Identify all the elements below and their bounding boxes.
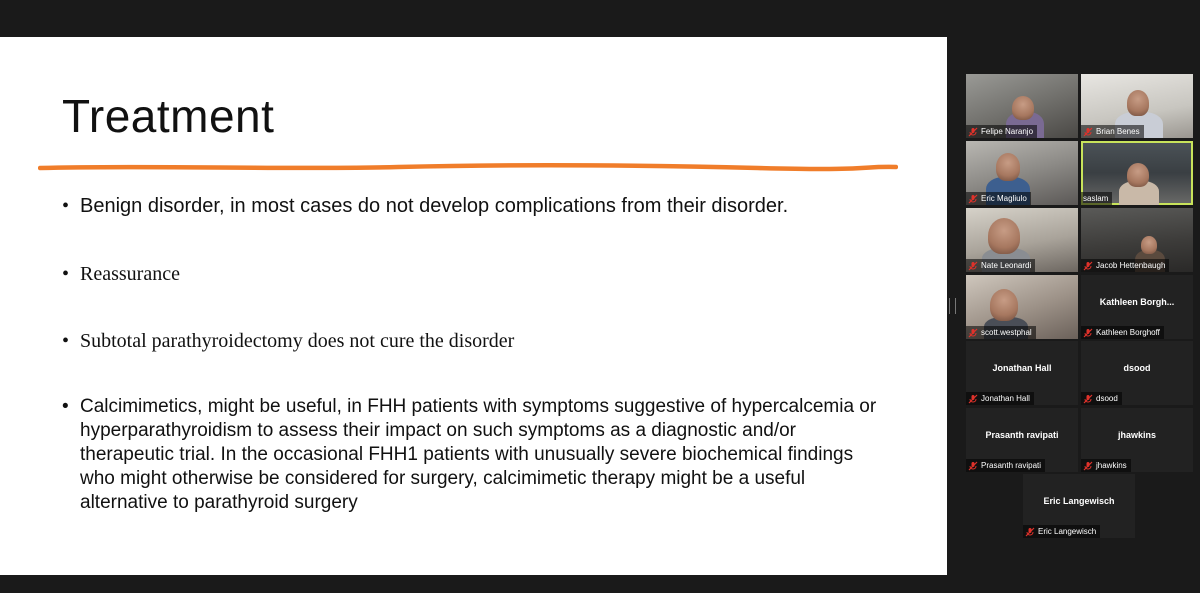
participant-name-label: Kathleen Borghoff — [1081, 326, 1164, 339]
participant-name-label: Felipe Naranjo — [966, 125, 1037, 138]
bullet-dot-icon: • — [62, 330, 70, 352]
bullet-item — [62, 194, 907, 218]
video-feed — [996, 153, 1020, 181]
participant-tile[interactable] — [1081, 408, 1193, 472]
mic-off-icon — [1083, 261, 1093, 271]
mic-off-icon — [1083, 328, 1093, 338]
participant-tile[interactable] — [966, 74, 1078, 138]
mic-off-icon — [1083, 127, 1093, 137]
bullet-dot-icon: • — [62, 195, 70, 217]
participant-tile[interactable] — [1081, 208, 1193, 272]
bullet-text: Benign disorder, in most cases do not develop complications from their disorder. — [80, 195, 789, 217]
participant-tile[interactable] — [966, 341, 1078, 405]
participant-name-label: Eric Langewisch — [1023, 525, 1100, 538]
shared-slide — [0, 37, 947, 575]
participant-name-label: Jacob Hettenbaugh — [1081, 259, 1169, 272]
participant-tile[interactable] — [966, 275, 1078, 339]
participant-name-label: jhawkins — [1081, 459, 1131, 472]
participant-name-label: dsood — [1081, 392, 1122, 405]
participant-name-label: saslam — [1081, 192, 1112, 205]
mic-off-icon — [1083, 461, 1093, 471]
participant-name-label: Prasanth ravipati — [966, 459, 1045, 472]
bullet-text: Subtotal parathyroidectomy does not cure the disorder — [80, 330, 515, 352]
mic-off-icon — [968, 194, 978, 204]
participant-name-label: Jonathan Hall — [966, 392, 1034, 405]
video-feed — [1127, 90, 1149, 116]
video-feed — [1127, 163, 1149, 187]
title-underline — [38, 161, 898, 173]
resize-handle-icon[interactable] — [949, 298, 956, 314]
participant-display-name: dsood — [1123, 363, 1151, 373]
participant-display-name: Eric Langewisch — [1043, 496, 1115, 506]
participant-tile[interactable] — [1081, 275, 1193, 339]
mic-off-icon — [968, 127, 978, 137]
mic-off-icon — [1025, 527, 1035, 537]
bullet-item — [62, 395, 882, 515]
mic-off-icon — [968, 461, 978, 471]
participant-tile[interactable] — [966, 141, 1078, 205]
video-feed — [1012, 96, 1034, 120]
mic-off-icon — [968, 261, 978, 271]
bullet-text: Reassurance — [80, 263, 180, 285]
participant-tile[interactable] — [1081, 74, 1193, 138]
participant-tile[interactable] — [966, 208, 1078, 272]
mic-off-icon — [968, 394, 978, 404]
participant-display-name: Jonathan Hall — [992, 363, 1052, 373]
video-feed — [988, 218, 1020, 254]
participant-name-label: Brian Benes — [1081, 125, 1144, 138]
bullet-text: Calcimimetics, might be useful, in FHH patients with symptoms suggestive of hypercalcemia or hyperparathyroidism to assess their impact on such symptoms as a diagnostic and/or therapeutic trial. In the occasional FHH1 patients with unusually severe biochemical findings who might otherwise be considered for surgery, calcimimetic therapy might be a useful alternative to parathyroid surgery — [80, 396, 877, 513]
participant-display-name: Prasanth ravipati — [985, 430, 1059, 440]
participant-name-label: scott.westphal — [966, 326, 1036, 339]
bullet-item — [62, 262, 907, 286]
slide-title: Treatment — [62, 90, 275, 142]
bullet-dot-icon: • — [62, 263, 70, 285]
participant-name-label: Nate Leonardi — [966, 259, 1035, 272]
participant-display-name: Kathleen Borgh... — [1099, 297, 1175, 307]
participant-tile[interactable] — [1081, 341, 1193, 405]
participant-display-name: jhawkins — [1117, 430, 1156, 440]
participant-tile-active-speaker[interactable] — [1081, 141, 1193, 205]
bullet-dot-icon: • — [62, 396, 69, 417]
video-feed — [990, 289, 1018, 321]
video-feed — [1141, 236, 1157, 254]
participant-tile[interactable] — [1023, 474, 1135, 538]
mic-off-icon — [1083, 394, 1093, 404]
participant-tile[interactable] — [966, 408, 1078, 472]
participant-name-label: Eric Magliulo — [966, 192, 1031, 205]
bullet-item — [62, 329, 907, 353]
mic-off-icon — [968, 328, 978, 338]
